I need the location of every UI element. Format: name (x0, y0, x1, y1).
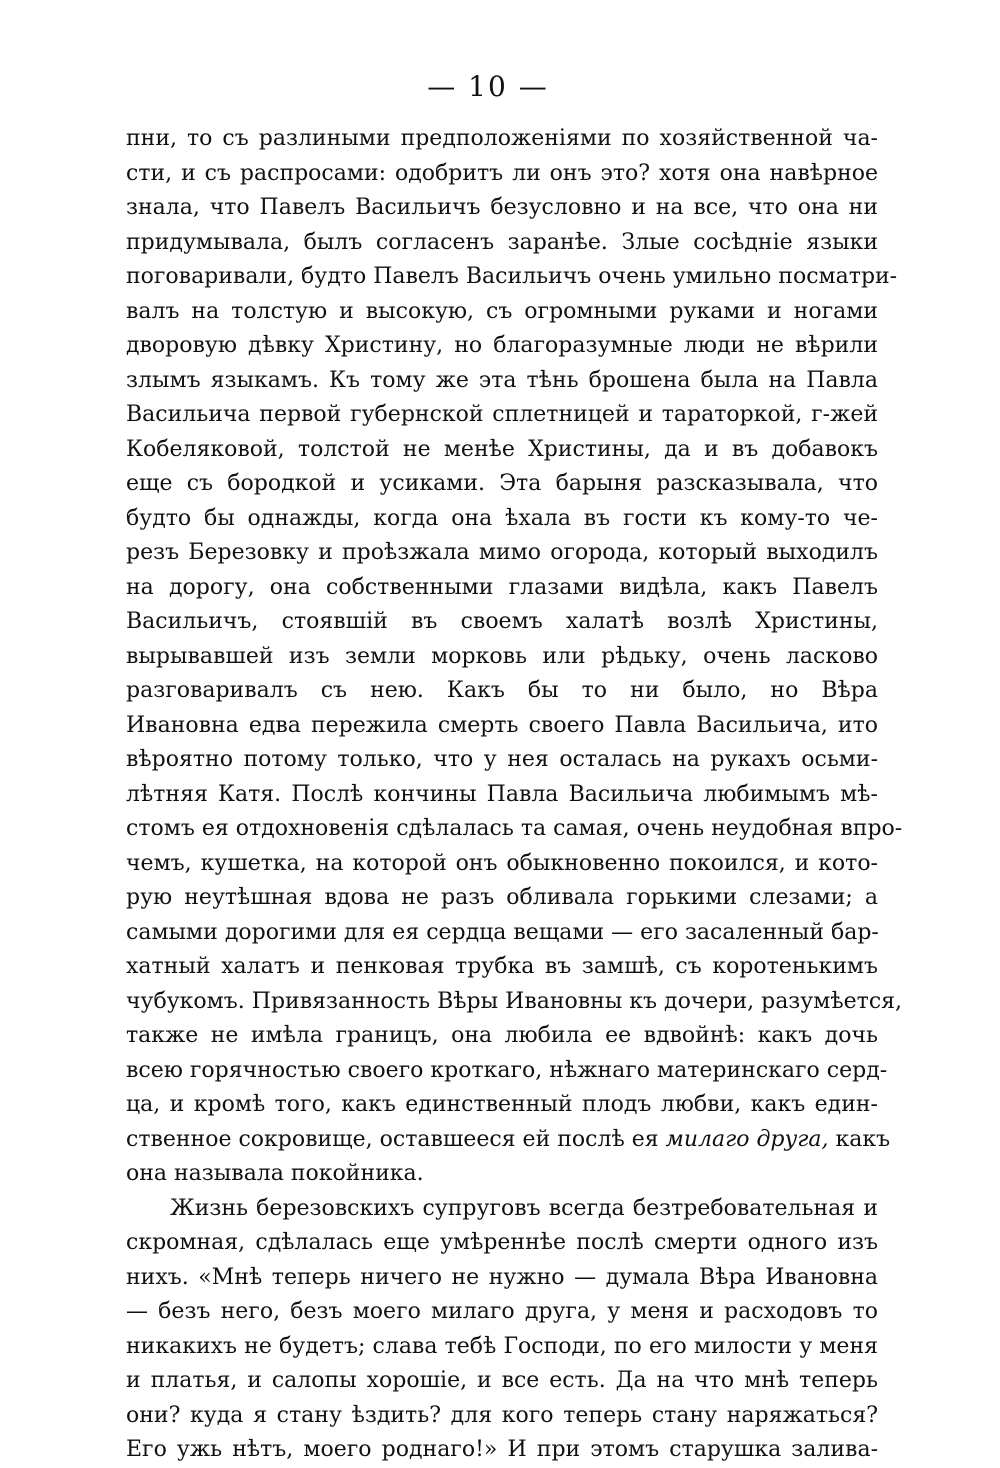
page-number: — 10 — (427, 70, 549, 103)
body-text (126, 122, 903, 1468)
text-line: нихъ. «Мнѣ теперь ничего не нужно — думала Вѣра Ивановна (126, 1264, 878, 1290)
text-line: на дорогу, она собственными глазами видѣла, какъ Павелъ (126, 574, 878, 600)
text-line: лѣтняя Катя. Послѣ кончины Павла Васильича любимымъ мѣ- (126, 781, 878, 807)
text-line: стомъ ея отдохновенія сдѣлалась та самая, очень неудобная впро- (126, 816, 903, 841)
text-line: Кобеляковой, толстой не менѣе Христины, да и въ добавокъ (126, 436, 878, 462)
text-line: Васильичъ, стоявшій въ своемъ халатѣ возлѣ Христины, (126, 609, 878, 634)
text-line: и платья, и салопы хорошіе, и все есть. Да на что мнѣ теперь (126, 1368, 878, 1393)
text-line: Жизнь березовскихъ супруговъ всегда безтребовательная и (170, 1195, 878, 1221)
text-line: самыми дорогими для ея сердца вещами — его засаленный бар- (126, 919, 879, 945)
text-line: пни, то съ разлиными предположеніями по хозяйственной ча- (126, 126, 878, 151)
paragraph-2 (126, 1192, 878, 1468)
text-line: чемъ, кушетка, на которой онъ обыкновенно покоился, и кото- (126, 850, 878, 876)
text-line: дворовую дѣвку Христину, но благоразумные люди не вѣрили (126, 333, 878, 358)
text-line: — безъ него, безъ моего милаго друга, у меня и расходовъ то (126, 1299, 878, 1324)
italic-phrase: милаго друга, (665, 1126, 829, 1152)
text-line: хатный халатъ и пенковая трубка въ замшѣ, съ коротенькимъ (126, 954, 878, 979)
text-line: чубукомъ. Привязанность Вѣры Ивановны къ дочери, разумѣется, (126, 988, 903, 1014)
text-line: никакихъ не будетъ; слава тебѣ Господи, по его милости у меня (126, 1333, 878, 1359)
text-line: рую неутѣшная вдова не разъ обливала горькими слезами; а (126, 885, 878, 910)
text-line: она называла покойника. (126, 1161, 424, 1186)
text-line: валъ на толстую и высокую, съ огромными руками и ногами (126, 298, 878, 324)
text-line: они? куда я стану ѣздить? для кого теперь стану наряжаться? (126, 1402, 878, 1428)
text-line: сти, и съ распросами: одобритъ ли онъ это? хотя она навѣрное (126, 160, 878, 186)
text-line: резъ Березовку и проѣзжала мимо огорода, который выходилъ (126, 540, 878, 565)
text-line: ца, и кромѣ того, какъ единственный плодъ любви, какъ един- (126, 1092, 878, 1117)
text-line: вѣроятно потому только, что у нея осталась на рукахъ осьми- (126, 747, 878, 772)
line-text-before: ственное сокровище, оставшееся ей послѣ ея (126, 1126, 666, 1152)
text-line: Его ужь нѣтъ, моего роднаго!» И при этомъ старушка залива- (126, 1437, 878, 1462)
text-line: злымъ языкамъ. Къ тому же эта тѣнь брошена была на Павла (126, 367, 878, 393)
paragraph-1 (126, 122, 903, 1192)
text-line: поговаривали, будто Павелъ Васильичъ очень умильно посматри- (126, 264, 898, 289)
line-text-after: какъ (828, 1126, 891, 1152)
text-line: придумывала, былъ согласенъ заранѣе. Злые сосѣдніе языки (126, 229, 878, 255)
text-line: скромная, сдѣлалась еще умѣреннѣе послѣ смерти одного изъ (126, 1230, 878, 1255)
text-line: будто бы однажды, когда она ѣхала въ гости къ кому-то че- (126, 505, 878, 531)
text-line: Васильича первой губернской сплетницей и тараторкой, г-жей (126, 402, 878, 427)
text-line-with-italic (126, 1123, 891, 1158)
text-line: разговаривалъ съ нею. Какъ бы то ни было, но Вѣра (126, 678, 878, 703)
text-line: знала, что Павелъ Васильичъ безусловно и на все, что она ни (126, 195, 878, 220)
text-line: всею горячностью своего кроткаго, нѣжнаго материнскаго серд- (126, 1057, 888, 1083)
text-line: вырывавшей изъ земли морковь или рѣдьку, очень ласково (126, 643, 878, 669)
text-line: еще съ бородкой и усиками. Эта барыня разсказывала, что (126, 471, 878, 496)
text-line: Ивановна едва пережила смерть своего Павла Васильича, ито (126, 712, 878, 738)
text-line: также не имѣла границъ, она любила ее вдвойнѣ: какъ дочь (126, 1023, 878, 1048)
